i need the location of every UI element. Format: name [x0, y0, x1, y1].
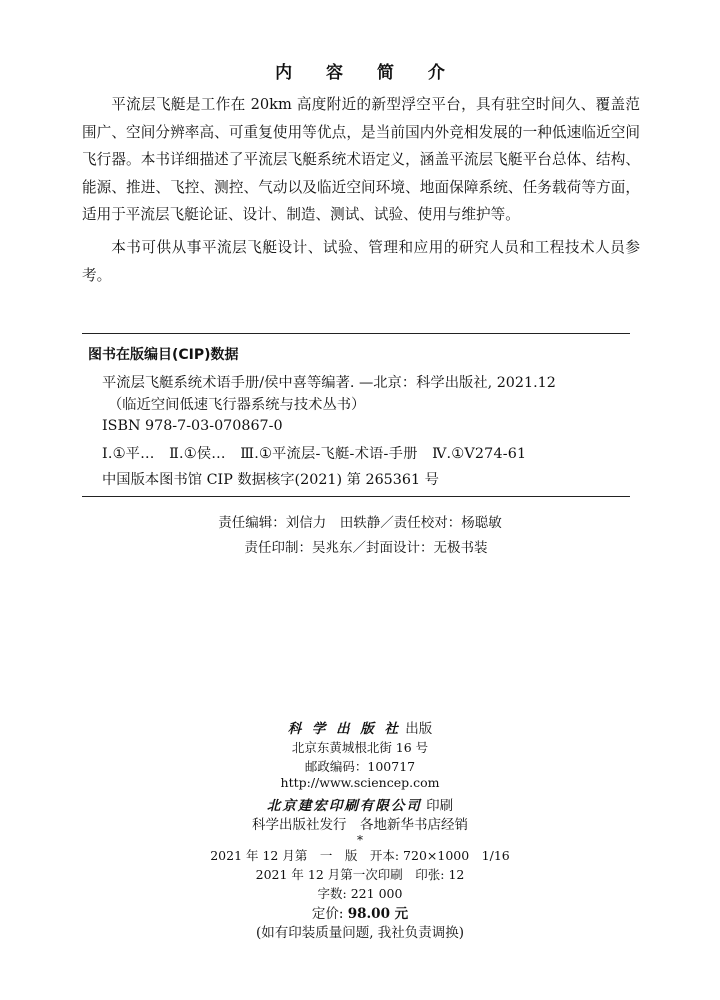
price-line: [0, 902, 720, 922]
cip-top-divider: [82, 333, 630, 334]
cip-line-record-number: 中国版本图书馆 CIP 数据核字(2021) 第 265361 号: [102, 472, 439, 488]
printer-line: [0, 794, 720, 814]
cip-line-series: （临近空间低速飞行器系统与技术丛书）: [108, 397, 366, 413]
cip-line-title: 平流层飞艇系统术语手册/侯中喜等编著. —北京：科学出版社, 2021.12: [102, 375, 556, 391]
page-title: 内 容 简 介: [275, 63, 459, 83]
publisher-line: [0, 717, 720, 737]
quality-notice: (如有印装质量问题, 我社负责调换): [255, 925, 465, 941]
printer-suffix: 印刷: [426, 798, 454, 814]
cip-bottom-divider: [82, 496, 630, 497]
distribution-line: 科学出版社发行 各地新华书店经销: [252, 817, 468, 833]
cip-heading: 图书在版编目(CIP)数据: [88, 347, 239, 363]
publisher-address: 北京东黄城根北街 16 号: [291, 740, 429, 755]
publisher-postcode: 邮政编码：100717: [304, 759, 416, 774]
edition-line: 2021 年 12 月第 一 版 开本: 720×1000 1/16: [210, 848, 510, 863]
publisher-url: http://www.sciencep.com: [280, 775, 440, 790]
cip-line-isbn: ISBN 978-7-03-070867-0: [102, 418, 283, 434]
credits-editors: 责任编辑：刘信力 田轶静／责任校对：杨聪敏: [218, 515, 502, 531]
word-count: 字数: 221 000: [317, 886, 403, 901]
printer-name: 北京建宏印刷有限公司: [266, 798, 422, 814]
intro-paragraph-2: 本书可供从事平流层飞艇设计、试验、管理和应用的研究人员和工程技术人员参考。: [82, 239, 640, 284]
price-value: 98.00 元: [347, 906, 409, 922]
intro-paragraph-1: 平流层飞艇是工作在 20km 高度附近的新型浮空平台，具有驻空时间久、覆盖范围广、空间分辨率高、可重复使用等优点，是当前国内外竞相发展的一种低速临近空间飞行器。本书详细描述了平流层飞艇系统术语定义，涵盖平流层飞艇平台总体、结构、能源、推进、飞控、测控、气动以及临近空间环境、地面保障系统、任务载荷等方面，适用于平流层飞艇论证、设计、制造、测试、试验、使用与维护等。: [82, 96, 640, 223]
credits-production: 责任印制：吴兆东／封面设计：无极书装: [244, 540, 488, 556]
separator-star: *: [357, 833, 363, 847]
publisher-suffix: 出版: [405, 721, 433, 737]
printing-line: 2021 年 12 月第一次印刷 印张: 12: [255, 867, 465, 882]
publisher-name: 科 学 出 版 社: [287, 721, 401, 737]
price-label: 定价:: [311, 906, 344, 922]
cip-line-classification: Ⅰ.①平… Ⅱ.①侯… Ⅲ.①平流层-飞艇-术语-手册 Ⅳ.①V274-61: [102, 446, 527, 462]
